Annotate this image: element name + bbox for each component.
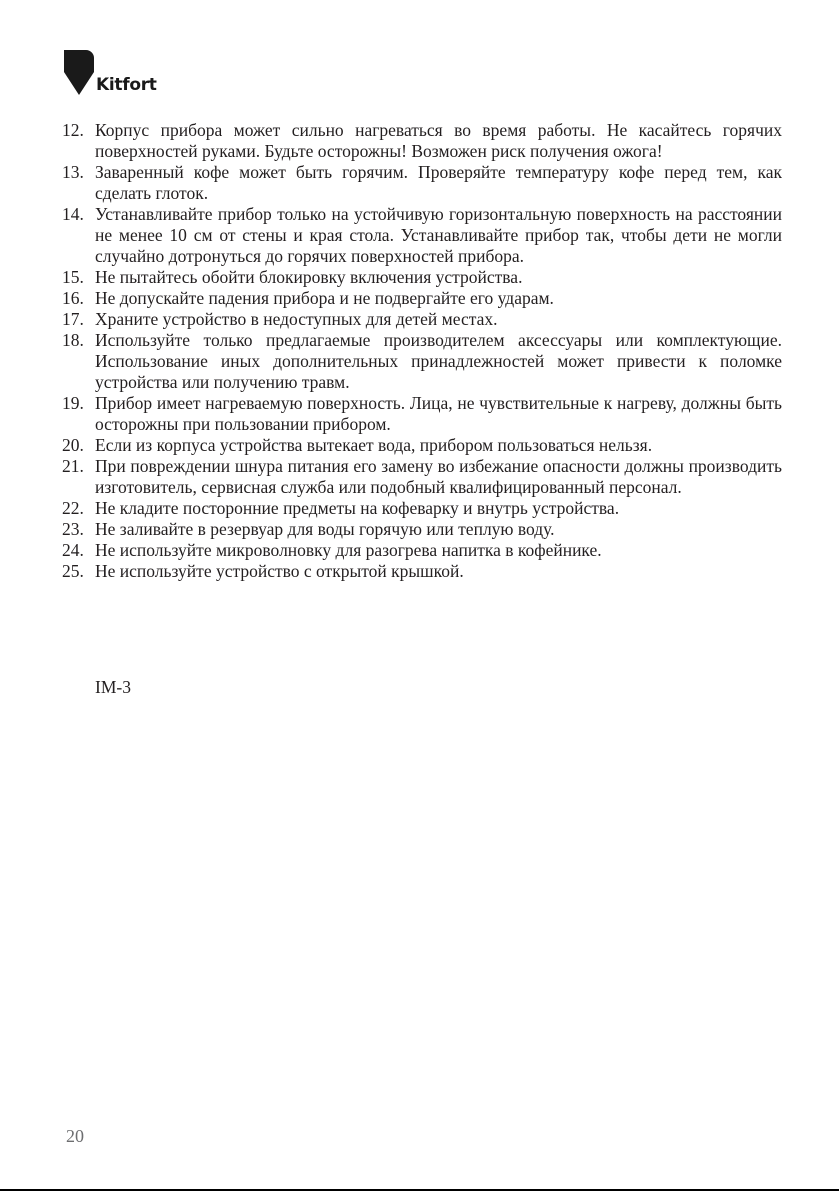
rule-text: Не кладите посторонние предметы на кофеварку и внутрь устройства. [95, 498, 620, 518]
list-item [62, 309, 782, 330]
rule-text: При повреждении шнура питания его замену во избежание опасности должны производить изготовитель, сервисная служба или подобный квалифицированный персонал. [95, 456, 782, 497]
rule-text: Заваренный кофе может быть горячим. Проверяйте температуру кофе перед тем, как сделать глоток. [95, 162, 782, 203]
rule-number: 18. [62, 330, 84, 350]
list-item [62, 519, 782, 540]
rule-number: 19. [62, 393, 84, 413]
rule-number: 25. [62, 561, 84, 581]
rule-number: 24. [62, 540, 84, 560]
safety-rules-list [62, 120, 782, 582]
list-item [62, 267, 782, 288]
rule-number: 22. [62, 498, 84, 518]
rule-text: Устанавливайте прибор только на устойчивую горизонтальную поверхность на расстоянии не менее 10 см от стены и края стола. Устанавливайте прибор так, чтобы дети не могли случайно дотронуться до горячих поверхностей прибора. [95, 204, 782, 266]
rule-text: Не используйте устройство с открытой крышкой. [95, 561, 464, 581]
rule-number: 13. [62, 162, 84, 182]
rule-number: 16. [62, 288, 84, 308]
rule-number: 15. [62, 267, 84, 287]
list-item [62, 120, 782, 162]
rule-number: 23. [62, 519, 84, 539]
rule-text: Храните устройство в недоступных для детей местах. [95, 309, 498, 329]
safety-instructions [62, 120, 782, 582]
list-item [62, 330, 782, 393]
list-item [62, 435, 782, 456]
list-item [62, 162, 782, 204]
list-item [62, 288, 782, 309]
kitfort-logo [64, 50, 184, 100]
model-code: IM-3 [95, 677, 131, 697]
rule-text: Прибор имеет нагреваемую поверхность. Лица, не чувствительные к нагреву, должны быть осторожны при пользовании прибором. [95, 393, 782, 434]
rule-text: Если из корпуса устройства вытекает вода, прибором пользоваться нельзя. [95, 435, 653, 455]
rule-text: Не заливайте в резервуар для воды горячую или теплую воду. [95, 519, 555, 539]
list-item [62, 561, 782, 582]
rule-number: 20. [62, 435, 84, 455]
rule-text: Корпус прибора может сильно нагреваться во время работы. Не касайтесь горячих поверхностей руками. Будьте осторожны! Возможен риск получения ожога! [95, 120, 782, 161]
list-item [62, 540, 782, 561]
rule-number: 17. [62, 309, 84, 329]
rule-text: Используйте только предлагаемые производителем аксессуары или комплектующие. Использование иных дополнительных принадлежностей может привести к поломке устройства или получению травм. [95, 330, 782, 392]
rule-text: Не допускайте падения прибора и не подвергайте его ударам. [95, 288, 554, 308]
rule-number: 12. [62, 120, 84, 140]
kitfort-logo-mark-icon [64, 50, 94, 95]
rule-text: Не пытайтесь обойти блокировку включения устройства. [95, 267, 523, 287]
list-item [62, 204, 782, 267]
rule-text: Не используйте микроволновку для разогрева напитка в кофейнике. [95, 540, 602, 560]
brand-name: Kitfort [96, 75, 157, 95]
list-item [62, 456, 782, 498]
list-item [62, 498, 782, 519]
page-number: 20 [66, 1126, 84, 1146]
rule-number: 21. [62, 456, 84, 476]
rule-number: 14. [62, 204, 84, 224]
list-item [62, 393, 782, 435]
